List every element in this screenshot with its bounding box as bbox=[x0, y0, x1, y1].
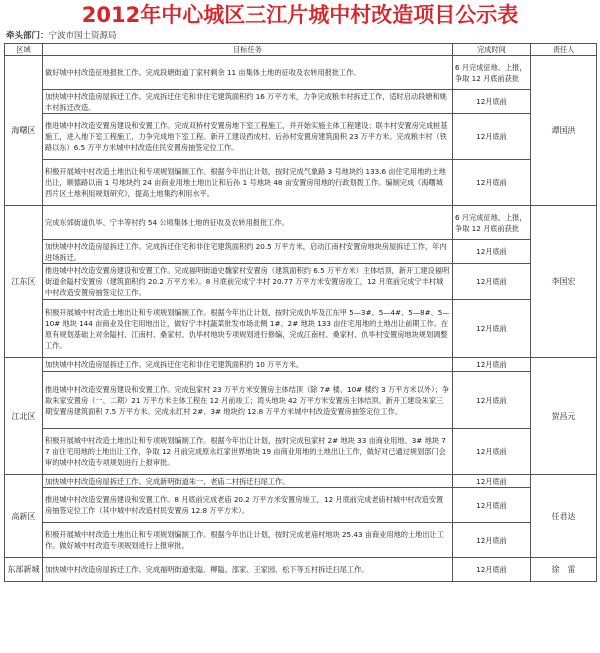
task-cell: 积极开展城中村改造土地出让和专项规划编制工作。根据今年出让计划，按时完成老庙村地块 25.43 亩商业用地的土地出让工作。做好城中村改造专项规划进行上报审批。 bbox=[43, 523, 453, 558]
table-row bbox=[5, 56, 597, 90]
table-row bbox=[5, 264, 597, 300]
task-cell: 推进城中村改造安置房建设和安置工作。完成双桥村安置房地下室工程施工，并开始实施主体工程建设；联丰村安置房完成桩基施工，进入地下室工程施工，力争完成地下室工程。新开工建设西成村、后孙村安置房建筑面积 23 万平方米。完成粮丰村（铁路以东）6.5 万平方米城中村改造住民安置房抽签定位工作。 bbox=[43, 114, 453, 160]
task-cell: 完成东郊街道仇毕、宁丰等村约 54 公顷集体土地的征收及农转用报批工作。 bbox=[43, 206, 453, 240]
lead-department bbox=[6, 30, 117, 42]
lead-value: 宁波市国土资源局 bbox=[48, 31, 117, 41]
task-cell: 做好城中村改造征地报批工作。完成段塘街道丁家村剩余 11 亩集体土地的征收及农转用报批工作。 bbox=[43, 56, 453, 90]
person-cell: 任君达 bbox=[531, 475, 597, 558]
table-row bbox=[5, 523, 597, 558]
header-district: 区域 bbox=[5, 44, 43, 56]
person-cell: 李国宏 bbox=[531, 206, 597, 358]
time-cell: 6 月完成征地、上报，争取 12 月底前获批 bbox=[453, 56, 531, 90]
person-cell: 谭国洪 bbox=[531, 56, 597, 206]
task-cell: 加快城中村改造房屋拆迁工作。完成新明街道朱一、老庙二村拆迁扫尾工作。 bbox=[43, 475, 453, 488]
district-cell: 江东区 bbox=[5, 206, 43, 358]
table-row bbox=[5, 475, 597, 488]
time-cell: 12月底前 bbox=[453, 300, 531, 358]
time-cell: 12月底前 bbox=[453, 523, 531, 558]
header-person: 责任人 bbox=[531, 44, 597, 56]
header-time: 完成时间 bbox=[453, 44, 531, 56]
task-cell: 加快城中村改造房屋拆迁工作。完成拆迁住宅和非住宅建筑面积约 16 万平方米，力争完成粮丰村拆迁工作，适时启动段塘和姚丰村拆迁改造。 bbox=[43, 90, 453, 114]
table-row bbox=[5, 114, 597, 160]
district-cell: 高新区 bbox=[5, 475, 43, 558]
time-cell: 12月底前 bbox=[453, 429, 531, 475]
task-cell: 积极开展城中村改造土地出让和专项规划编制工作。根据今年出让计划，按时完成仇毕及江东甲 5—3#、5—4#、5—8#、5—10# 地块 144 亩商业及住宅用地出让，做好宁丰村蔬菜批发市场北侧 1#、2# 地块 133 亩住宅用地的土地出让前期工作。在原有规划基础上对余隘村、江南村、桑家村、仇毕村地块专项规划进行修编，完成江南村、桑家村、仇毕村安置房地块规划调整工作。 bbox=[43, 300, 453, 358]
time-cell: 12月底前 bbox=[453, 488, 531, 523]
time-cell: 12月底前 bbox=[453, 372, 531, 429]
task-cell: 加快城中村改造房屋拆迁工作。完成拆迁住宅和非住宅建筑面积约 10 万平方米。 bbox=[43, 358, 453, 372]
time-cell: 6 月完成征地、上报，争取 12 月底前获批 bbox=[453, 206, 531, 240]
task-cell: 加快城中村改造房屋拆迁工作。完成拆迁住宅和非住宅建筑面积约 20.5 万平方米，启动江南村安置房地块房屋拆迁工作，年内进场拆迁。 bbox=[43, 240, 453, 264]
table-row bbox=[5, 90, 597, 114]
project-table bbox=[4, 43, 597, 582]
person-cell: 贺昌元 bbox=[531, 358, 597, 475]
time-cell: 12月底前 bbox=[453, 114, 531, 160]
page-title: 2012年中心城区三江片城中村改造项目公示表 bbox=[81, 3, 519, 27]
task-cell: 推进城中村改造安置房建设和安置工作。完成包家村 23 万平方米安置房主体结顶（除 7# 楼、10# 楼约 3 万平方米以外）；争取朱家安置房（一、二期）21 万平方米主体工程在 12 月前竣工；湾头地块 42 万平方米安置房主体结顶。新开工建设朱家三期安置房建筑面积 7.5 万平方米。完成永红村 2#、3# 地块约 12.8 万平方米城中村改造安置房抽签定位工作。 bbox=[43, 372, 453, 429]
district-cell: 东部新城 bbox=[5, 558, 43, 582]
table-row bbox=[5, 358, 597, 372]
table-row bbox=[5, 372, 597, 429]
task-cell: 加快城中村改造房屋拆迁工作。完成福明街道张隘、柳隘、邵家、王家园、松下等五村拆迁扫尾工作。 bbox=[43, 558, 453, 582]
task-cell: 推进城中村改造安置房建设和安置工作。8 月底前完成老庙 20.2 万平方米安置房竣工，12 月底前完成老庙村城中村改造安置房抽签定位工作（其中城中村改造村民安置房 12.8 万平方米）。 bbox=[43, 488, 453, 523]
table-row bbox=[5, 206, 597, 240]
lead-label: 牵头部门： bbox=[6, 31, 49, 41]
time-cell: 12月底前 bbox=[453, 475, 531, 488]
table-row bbox=[5, 488, 597, 523]
header-row bbox=[5, 44, 597, 56]
time-cell: 12月底前 bbox=[453, 558, 531, 582]
task-cell: 积极开展城中村改造土地出让和专项规划编制工作。根据今年出让计划，按时完成包家村 2# 地块 33 亩商业用地、3# 地块 77 亩住宅用地的土地出让工作，争取 12 月前完成原永红家世界地块 19 亩商业用地的土地出让工作，做好对已通过规划部门会审的城中村改造专项规划进行上报审批。 bbox=[43, 429, 453, 475]
header-task: 目标任务 bbox=[43, 44, 453, 56]
table-row bbox=[5, 240, 597, 264]
person-cell: 徐 雷 bbox=[531, 558, 597, 582]
time-cell: 12月底前 bbox=[453, 90, 531, 114]
task-cell: 积极开展城中村改造土地出让和专项规划编制工作。根据今年出让计划，按时完成气象路 3 号地块约 133.6 亩住宅用地的土地出让，顺德路以南 1 号地块约 24 亩商业用地土地出让和后孙 1 号地块 48 亩安置房用地的行政划拨工作。编制完成《海曙城西片区土地利用规划研究》，提高土地集约利用水平。 bbox=[43, 160, 453, 206]
table-row bbox=[5, 300, 597, 358]
time-cell: 12月底前 bbox=[453, 264, 531, 300]
table-row bbox=[5, 558, 597, 582]
district-cell: 江北区 bbox=[5, 358, 43, 475]
time-cell: 12月底前 bbox=[453, 160, 531, 206]
task-cell: 推进城中村改造安置房建设和安置工作。完成福明街道史魏家村安置房（建筑面积约 6.5 万平方米）主体结顶，新开工建设福明街道余隘村安置房（建筑面积约 20.2 万平方米）。8 月底前完成宁丰村 20.77 万平方米安置房竣工，12 月底前完成宁丰村城中村改造安置房抽签定位工作。 bbox=[43, 264, 453, 300]
time-cell: 12月底前 bbox=[453, 240, 531, 264]
time-cell: 12月底前 bbox=[453, 358, 531, 372]
table-row bbox=[5, 160, 597, 206]
district-cell: 海曙区 bbox=[5, 56, 43, 206]
table-row bbox=[5, 429, 597, 475]
